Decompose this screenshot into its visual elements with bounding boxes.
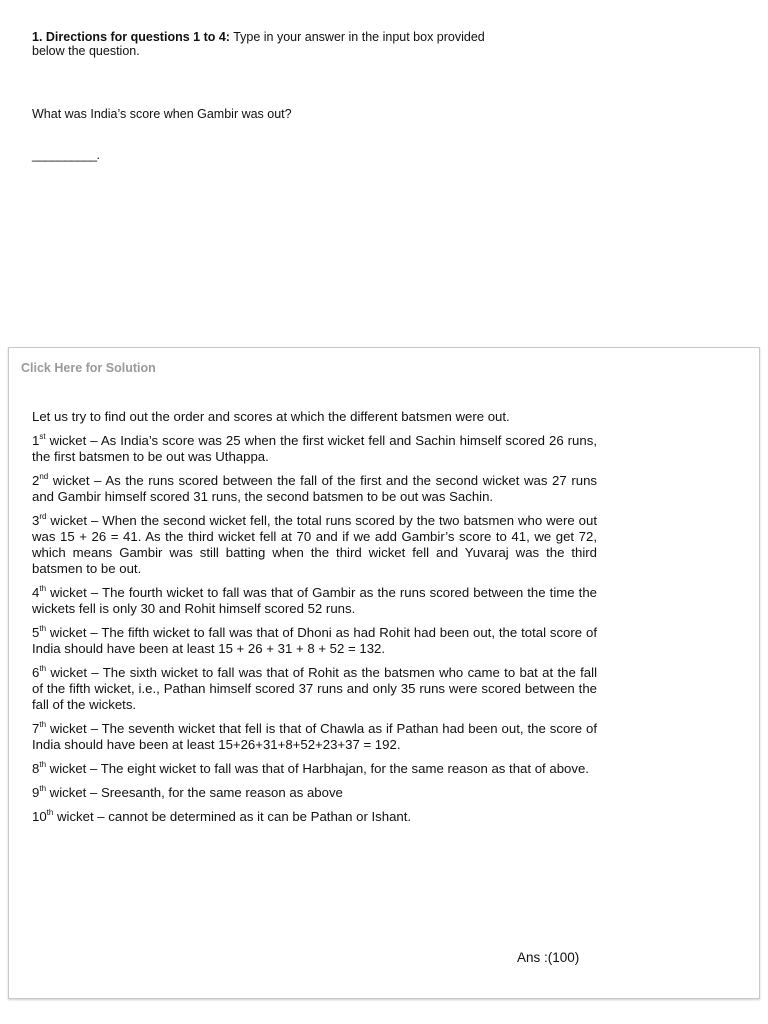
wicket-text: wicket – The eight wicket to fall was that of Harbhajan, for the same reason as that of above.	[46, 761, 589, 776]
wicket-text: wicket – As India’s score was 25 when the first wicket fell and Sachin himself scored 26 runs, the first batsmen to be out was Uthappa.	[32, 433, 597, 464]
wicket-number: 7	[32, 721, 40, 736]
wicket-text: wicket – The seventh wicket that fell is that of Chawla as if Pathan had been out, the score of India should have been at least 15+26+31+8+52+23+37 = 192.	[32, 721, 597, 752]
wicket-paragraph	[32, 433, 597, 465]
wicket-text: wicket – The sixth wicket to fall was that of Rohit as the batsmen who came to bat at the fall of the fifth wicket, i.e., Pathan himself scored 37 runs and only 35 runs were scored between the fall of the wickets.	[32, 665, 597, 712]
wicket-ordinal: th	[39, 720, 47, 729]
wicket-paragraph	[32, 809, 597, 825]
wicket-number: 6	[32, 665, 40, 680]
wicket-paragraph	[32, 665, 597, 713]
wicket-number: 1	[32, 433, 40, 448]
solution-body	[32, 409, 597, 833]
wicket-ordinal: th	[39, 584, 47, 593]
directions-label: 1. Directions for questions 1 to 4:	[32, 30, 230, 44]
wicket-number: 2	[32, 473, 40, 488]
wicket-paragraph	[32, 513, 597, 577]
wicket-number: 9	[32, 785, 40, 800]
wicket-ordinal: th	[46, 808, 54, 817]
solution-panel	[8, 347, 760, 999]
wicket-paragraph	[32, 761, 597, 777]
solution-intro: Let us try to find out the order and scores at which the different batsmen were out.	[32, 409, 510, 424]
answer-input-blank[interactable]: __________.	[32, 148, 100, 162]
wicket-ordinal: st	[39, 432, 46, 441]
final-answer: Ans :(100)	[517, 950, 580, 965]
wicket-text: wicket – Sreesanth, for the same reason as above	[46, 785, 343, 800]
wicket-number: 4	[32, 585, 40, 600]
directions-text: Type in your answer in the input box provided below the question.	[32, 30, 485, 58]
wicket-ordinal: rd	[39, 512, 47, 521]
wicket-number: 5	[32, 625, 40, 640]
wicket-paragraph	[32, 585, 597, 617]
wicket-ordinal: th	[39, 664, 47, 673]
wicket-text: wicket – When the second wicket fell, the total runs scored by the two batsmen who were out was 15 + 26 = 41. As the third wicket fell at 70 and if we add Gambir’s score to 41, we get 72, which means Gambir was still batting when the third wicket fell and Yuvaraj was the third batsmen to be out.	[32, 513, 597, 576]
wicket-paragraph	[32, 625, 597, 657]
wicket-ordinal: nd	[39, 472, 49, 481]
show-solution-link[interactable]: Click Here for Solution	[21, 361, 156, 375]
wicket-number: 8	[32, 761, 40, 776]
wicket-ordinal: th	[39, 760, 47, 769]
wicket-number: 10	[32, 809, 47, 824]
wicket-number: 3	[32, 513, 40, 528]
wicket-text: wicket – The fourth wicket to fall was that of Gambir as the runs scored between the time the wickets fell is only 30 and Rohit himself scored 52 runs.	[32, 585, 597, 616]
question-block	[32, 30, 502, 162]
wicket-paragraph	[32, 473, 597, 505]
wicket-ordinal: th	[39, 784, 47, 793]
wicket-text: wicket – cannot be determined as it can be Pathan or Ishant.	[53, 809, 412, 824]
directions	[32, 30, 502, 58]
wicket-text: wicket – As the runs scored between the fall of the first and the second wicket was 27 runs and Gambir himself scored 31 runs, the second batsmen to be out was Sachin.	[32, 473, 597, 504]
wicket-text: wicket – The fifth wicket to fall was that of Dhoni as had Rohit had been out, the total score of India should have been at least 15 + 26 + 31 + 8 + 52 = 132.	[32, 625, 597, 656]
wicket-paragraph	[32, 785, 597, 801]
wicket-paragraph	[32, 721, 597, 753]
question-prompt: What was India’s score when Gambir was out?	[32, 107, 292, 121]
wicket-ordinal: th	[39, 624, 47, 633]
